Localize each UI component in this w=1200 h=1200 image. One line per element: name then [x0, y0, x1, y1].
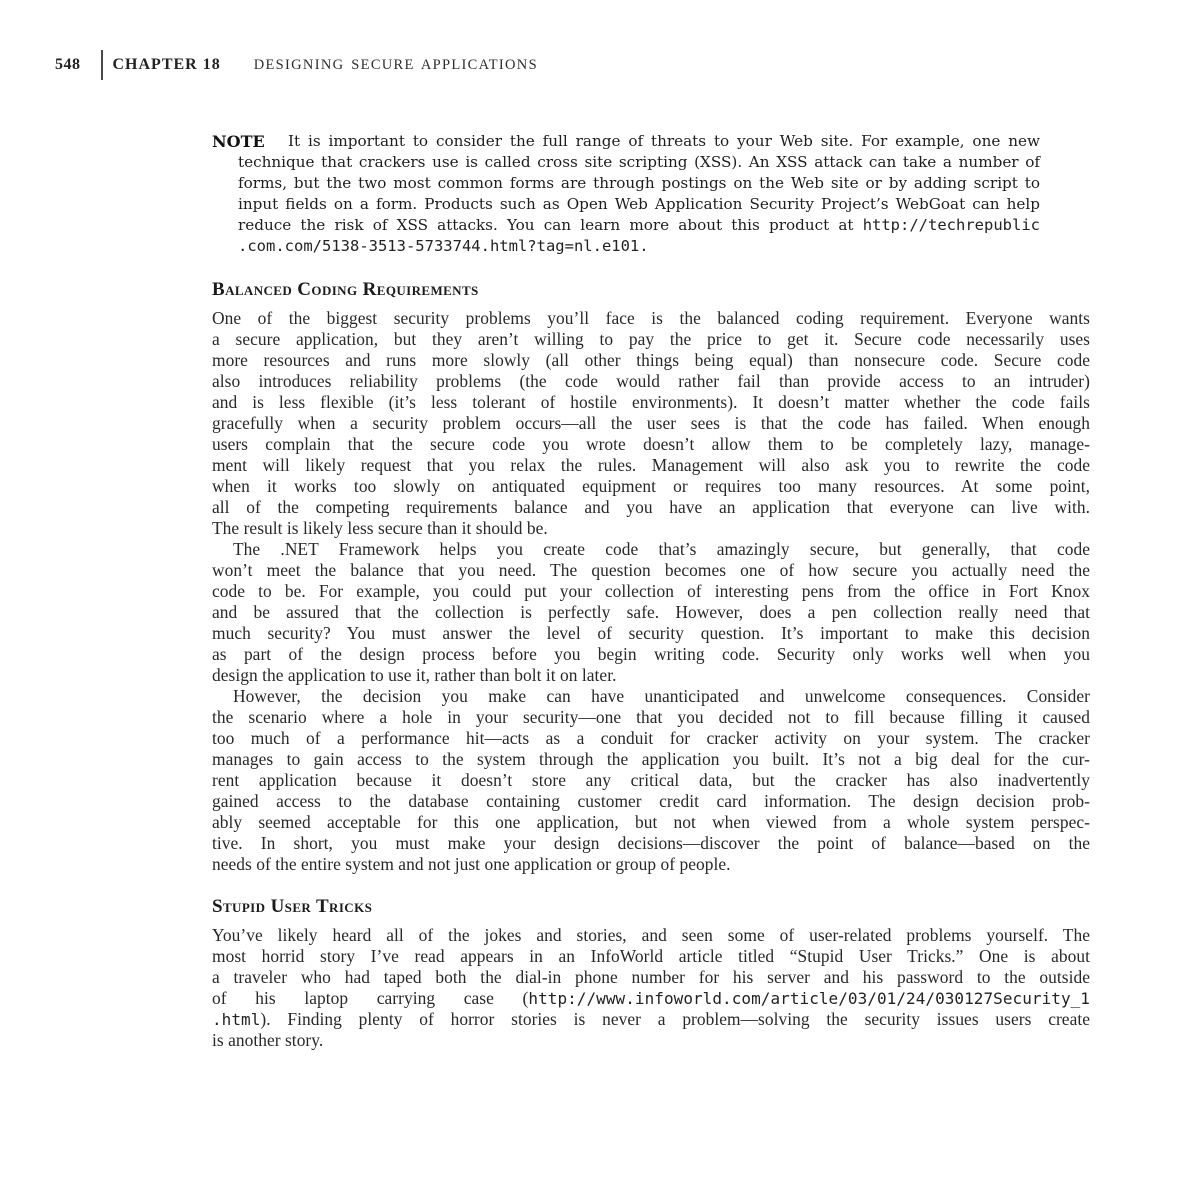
- text-segment: ment will likely request that you relax the rules. Management will also ask you to rewrite the code: [212, 455, 1090, 475]
- text-segment: too much of a performance hit—acts as a conduit for cracker activity on your system. The cracker: [212, 728, 1090, 748]
- text-line: [238, 152, 1040, 173]
- text-segment: gracefully when a security problem occurs—all the user sees is that the code has failed. When enough: [212, 413, 1090, 433]
- text-line: [212, 602, 1090, 623]
- text-line: [212, 665, 1090, 686]
- text-line: [212, 854, 1090, 875]
- text-line: [212, 1030, 1090, 1051]
- text-line: [212, 371, 1090, 392]
- text-segment: manages to gain access to the system through the application you built. It’s not a big deal for the cur-: [212, 749, 1090, 769]
- text-line: [238, 194, 1040, 215]
- text-line: [212, 518, 1090, 539]
- text-segment: as part of the design process before you begin writing code. Security only works well when you: [212, 644, 1090, 664]
- text-segment: ably seemed acceptable for this one application, but not when viewed from a whole system perspec-: [212, 812, 1090, 832]
- text-segment: and is less flexible (it’s less tolerant of hostile environments). It doesn’t matter whether the code fails: [212, 392, 1090, 412]
- text-line: [212, 308, 1090, 329]
- text-line: [212, 350, 1090, 371]
- inline-code: .com.com/5138-3513-5733744.html?tag=nl.e101.: [238, 237, 649, 255]
- text-segment: of his laptop carrying case (: [212, 988, 529, 1008]
- text-column: [212, 131, 1090, 1051]
- text-segment: is another story.: [212, 1030, 324, 1050]
- header-divider: [101, 50, 103, 80]
- text-segment: The .NET Framework helps you create code that’s amazingly secure, but generally, that code: [233, 539, 1090, 559]
- text-segment: The result is likely less secure than it should be.: [212, 518, 548, 538]
- section-heading-stupid-user-tricks: Stupid User Tricks: [212, 896, 373, 917]
- text-segment: forms, but the two most common forms are through postings on the Web site or by adding script to: [238, 174, 1040, 192]
- running-head: [55, 50, 538, 80]
- paragraph: [212, 539, 1090, 686]
- text-line: [212, 497, 1090, 518]
- text-segment: It is important to consider the full range of threats to your Web site. For example, one new: [288, 132, 1040, 150]
- paragraph: [212, 925, 1090, 1051]
- text-segment: all of the competing requirements balance and you have an application that everyone can live with.: [212, 497, 1090, 517]
- text-line: [212, 413, 1090, 434]
- text-segment: most horrid story I’ve read appears in an InfoWorld article titled “Stupid User Tricks.” One is about: [212, 946, 1090, 966]
- text-segment: and be assured that the collection is perfectly safe. However, does a pen collection really need that: [212, 602, 1090, 622]
- note-text: [238, 131, 1040, 257]
- text-line: [212, 791, 1090, 812]
- text-line: [212, 581, 1090, 602]
- text-segment: when it works too slowly on antiquated equipment or requires too many resources. At some point,: [212, 476, 1090, 496]
- note-block: [212, 131, 1090, 257]
- text-segment: tive. In short, you must make your design decisions—discover the point of balance—based on the: [212, 833, 1090, 853]
- text-segment: You’ve likely heard all of the jokes and stories, and seen some of user-related problems yourself. The: [212, 925, 1090, 945]
- inline-code: .html: [212, 1010, 261, 1029]
- paragraph: [212, 686, 1090, 875]
- chapter-label: CHAPTER 18: [112, 56, 221, 73]
- text-line: [212, 623, 1090, 644]
- text-line: [212, 749, 1090, 770]
- text-line: [212, 455, 1090, 476]
- text-line: [212, 812, 1090, 833]
- text-line: [238, 236, 1040, 257]
- text-line: [238, 173, 1040, 194]
- text-segment: users complain that the secure code you wrote doesn’t allow them to be completely lazy, manage-: [212, 434, 1090, 454]
- text-line: [212, 728, 1090, 749]
- section-heading-balanced-coding-requirements: Balanced Coding Requirements: [212, 279, 479, 300]
- text-line: [212, 770, 1090, 791]
- text-segment: However, the decision you make can have unanticipated and unwelcome consequences. Consider: [233, 686, 1090, 706]
- text-line: [212, 329, 1090, 350]
- text-segment: a traveler who had taped both the dial-in phone number for his server and his password to the outside: [212, 967, 1090, 987]
- text-segment: gained access to the database containing customer credit card information. The design decision prob-: [212, 791, 1090, 811]
- note-label: NOTE: [212, 132, 265, 151]
- text-segment: design the application to use it, rather than bolt it on later.: [212, 665, 617, 685]
- text-segment: technique that crackers use is called cross site scripting (XSS). An XSS attack can take a number of: [238, 153, 1040, 171]
- text-line: [212, 560, 1090, 581]
- paragraph: [212, 308, 1090, 539]
- text-segment: ). Finding plenty of horror stories is never a problem—solving the security issues users create: [260, 1009, 1090, 1029]
- text-segment: won’t meet the balance that you need. The question becomes one of how secure you actually need the: [212, 560, 1090, 580]
- text-line: [212, 476, 1090, 497]
- text-line: [212, 1009, 1090, 1030]
- text-segment: a secure application, but they aren’t willing to pay the price to get it. Secure code necessarily uses: [212, 329, 1090, 349]
- text-line: [212, 644, 1090, 665]
- inline-code: http://www.infoworld.com/article/03/01/24/030127Security_1: [528, 989, 1090, 1008]
- text-line: [212, 967, 1090, 988]
- text-segment: input fields on a form. Products such as Open Web Application Security Project’s WebGoat can help: [238, 195, 1040, 213]
- text-line: [212, 434, 1090, 455]
- inline-code: http://techrepublic: [862, 216, 1040, 234]
- text-segment: also introduces reliability problems (the code would rather fail than provide access to an intruder): [212, 371, 1090, 391]
- text-line: [238, 131, 1040, 152]
- chapter-title: DESIGNING SECURE APPLICATIONS: [253, 56, 538, 73]
- text-line: [212, 686, 1090, 707]
- text-line: [212, 707, 1090, 728]
- text-line: [238, 215, 1040, 236]
- text-line: [212, 988, 1090, 1009]
- text-line: [212, 539, 1090, 560]
- text-segment: much security? You must answer the level of security question. It’s important to make this decision: [212, 623, 1090, 643]
- text-line: [212, 833, 1090, 854]
- text-segment: code to be. For example, you could put your collection of interesting pens from the office in Fort Knox: [212, 581, 1090, 601]
- text-segment: needs of the entire system and not just one application or group of people.: [212, 854, 731, 874]
- page-number: 548: [55, 56, 81, 73]
- text-segment: One of the biggest security problems you’ll face is the balanced coding requirement. Everyone wants: [212, 308, 1090, 328]
- text-segment: the scenario where a hole in your security—one that you decided not to fill because filling it caused: [212, 707, 1090, 727]
- text-line: [212, 946, 1090, 967]
- text-line: [212, 392, 1090, 413]
- text-line: [212, 925, 1090, 946]
- text-segment: reduce the risk of XSS attacks. You can learn more about this product at: [238, 216, 863, 234]
- text-segment: rent application because it doesn’t store any critical data, but the cracker has also inadvertently: [212, 770, 1090, 790]
- text-segment: more resources and runs more slowly (all other things being equal) than nonsecure code. Secure code: [212, 350, 1090, 370]
